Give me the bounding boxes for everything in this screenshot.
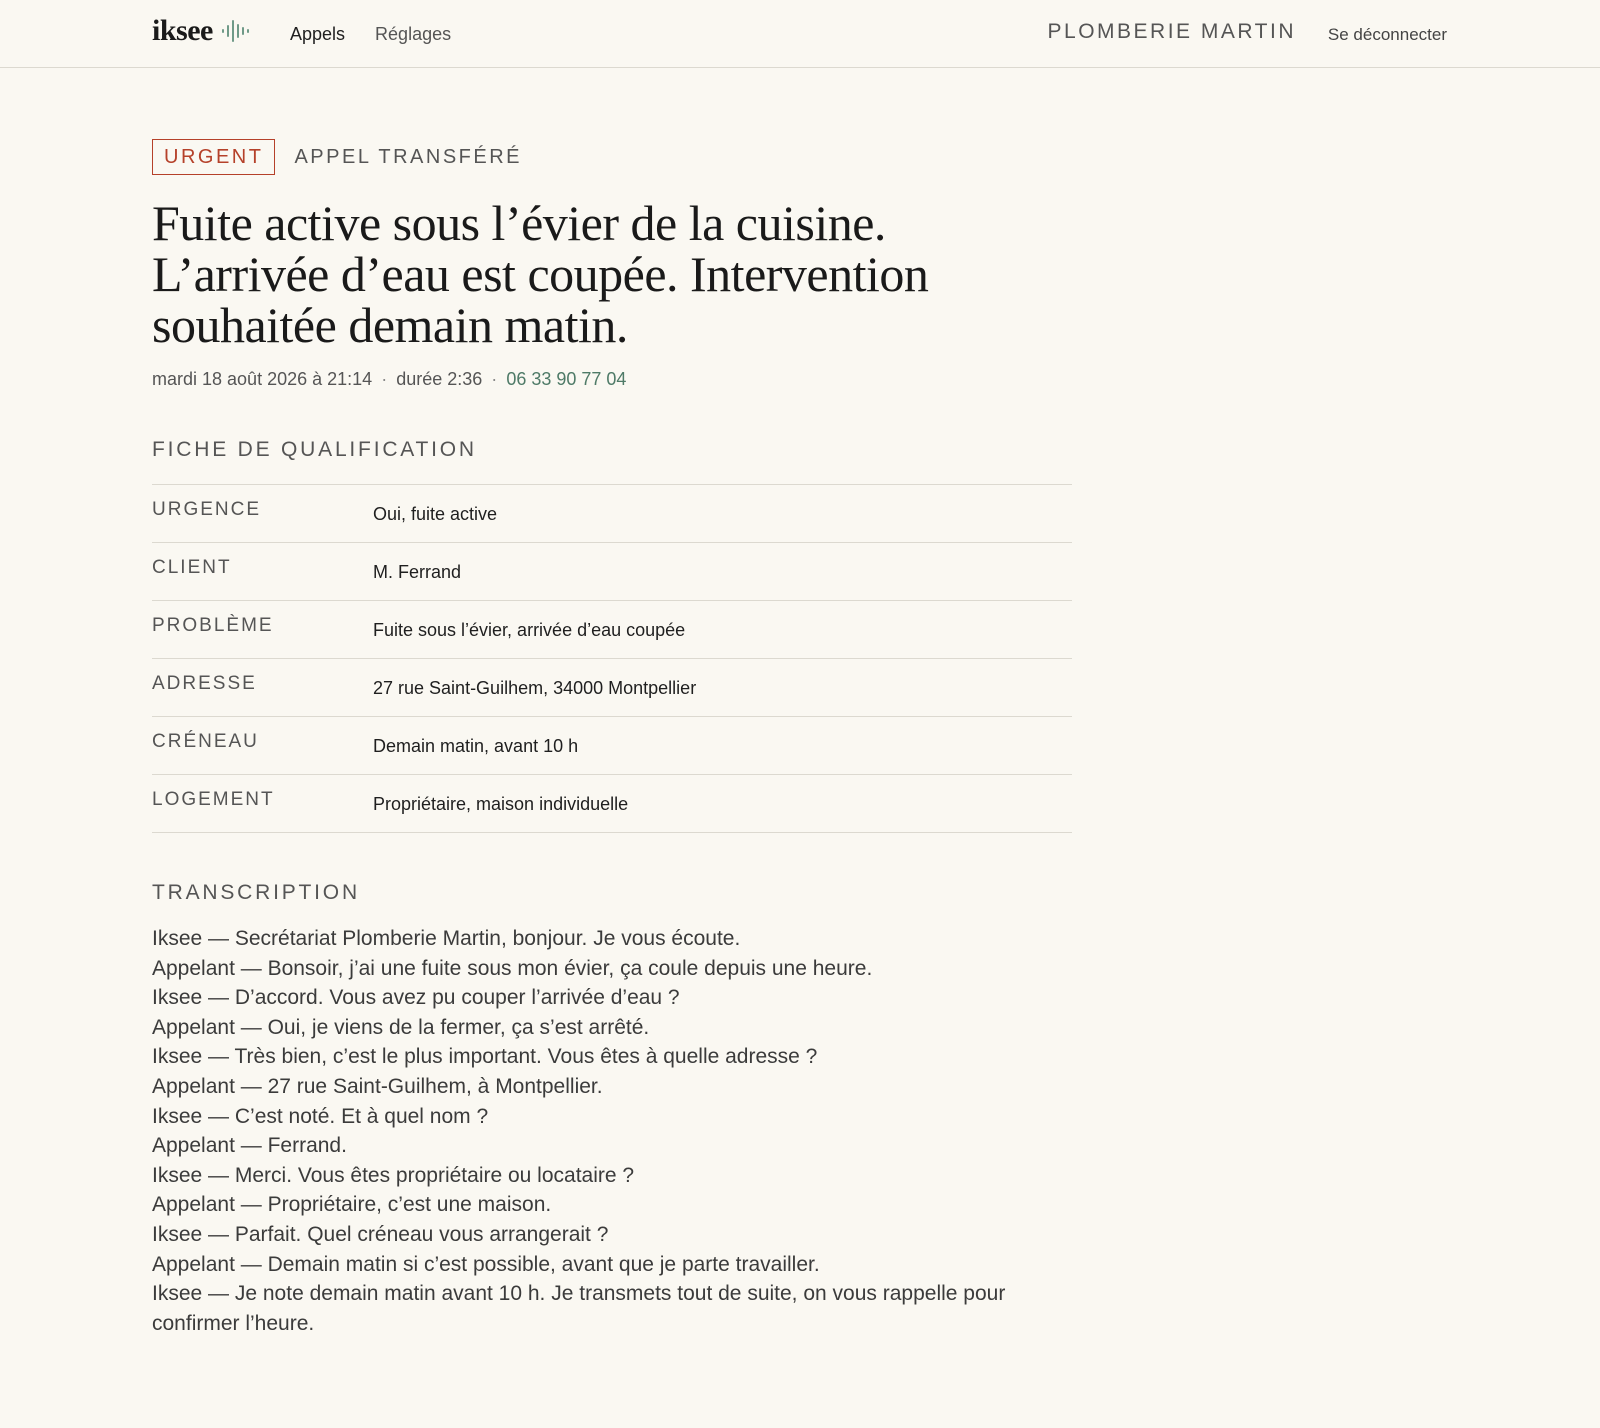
company-name: PLOMBERIE MARTIN [1047, 20, 1296, 43]
qualification-label: PROBLÈME [152, 615, 274, 636]
transcript-line: Iksee — C’est noté. Et à quel nom ? [152, 1104, 489, 1128]
qualification-label: URGENCE [152, 499, 262, 520]
qualification-value: Fuite sous l’évier, arrivée d’eau coupée [373, 620, 686, 640]
meta-separator: · [381, 369, 388, 389]
qualification-value: Propriétaire, maison individuelle [373, 794, 629, 814]
qualification-title: FICHE DE QUALIFICATION [152, 438, 477, 461]
urgent-badge: URGENT [152, 139, 275, 175]
waveform-icon [221, 19, 251, 48]
status-badge: APPEL TRANSFÉRÉ [294, 145, 523, 168]
qualification-label: ADRESSE [152, 673, 257, 694]
transcript-line: Iksee — Parfait. Quel créneau vous arrangerait ? [152, 1222, 609, 1246]
qualification-row-creneau [152, 717, 1072, 775]
qualification-value: Oui, fuite active [373, 504, 498, 524]
qualification-label: CRÉNEAU [152, 731, 259, 752]
call-duration: durée 2:36 [396, 369, 483, 389]
nav-item-reglages[interactable]: Réglages [375, 24, 452, 44]
transcript-line: Appelant — Demain matin si c’est possible, avant que je parte travailler. [152, 1252, 820, 1276]
qualification-row-probleme [152, 601, 1072, 659]
transcript-line: Appelant — 27 rue Saint-Guilhem, à Montpellier. [152, 1074, 603, 1098]
transcript-line: Appelant — Oui, je viens de la fermer, ça s’est arrêté. [152, 1015, 650, 1039]
transcript-line: Appelant — Propriétaire, c’est une maison. [152, 1193, 552, 1217]
qualification-value: 27 rue Saint-Guilhem, 34000 Montpellier [373, 678, 697, 698]
call-detail [152, 138, 1072, 1338]
qualification-row-urgence [152, 485, 1072, 543]
logo-text: iksee [152, 14, 213, 47]
logout-link[interactable]: Se déconnecter [1327, 25, 1447, 44]
call-summary-headline: Fuite active sous l’évier de la cuisine. L’arrivée d’eau est coupée. Intervention souhaitée demain matin. [152, 195, 929, 353]
meta-separator: · [491, 369, 498, 389]
qualification-row-logement [152, 775, 1072, 833]
qualification-label: CLIENT [152, 557, 232, 578]
top-bar [0, 0, 1600, 68]
transcript-line: Iksee — D’accord. Vous avez pu couper l’arrivée d’eau ? [152, 986, 680, 1010]
call-meta [152, 369, 1072, 390]
transcript-line: Iksee — Je note demain matin avant 10 h. Je transmets tout de suite, on vous rappelle pour confirmer l’heure. [152, 1282, 1006, 1335]
transcript-title: TRANSCRIPTION [152, 881, 360, 904]
qualification-row-client [152, 543, 1072, 601]
call-badges [152, 138, 1072, 176]
transcript-line: Iksee — Merci. Vous êtes propriétaire ou locataire ? [152, 1163, 635, 1187]
logo[interactable] [152, 14, 251, 48]
transcript-line: Iksee — Très bien, c’est le plus important. Vous êtes à quelle adresse ? [152, 1045, 818, 1069]
transcript-line: Appelant — Bonsoir, j’ai une fuite sous mon évier, ça coule depuis une heure. [152, 956, 873, 980]
call-date: mardi 18 août 2026 à 21:14 [152, 369, 373, 389]
transcript-line: Appelant — Ferrand. [152, 1134, 347, 1158]
main-nav [290, 24, 451, 45]
qualification-label: LOGEMENT [152, 789, 275, 810]
nav-item-appels[interactable]: Appels [290, 24, 346, 44]
qualification-table [152, 484, 1072, 833]
transcript-line: Iksee — Secrétariat Plomberie Martin, bonjour. Je vous écoute. [152, 927, 741, 950]
transcript [152, 924, 1052, 1338]
qualification-row-adresse [152, 659, 1072, 717]
qualification-value: Demain matin, avant 10 h [373, 736, 579, 756]
qualification-value: M. Ferrand [373, 562, 462, 582]
caller-phone-link[interactable]: 06 33 90 77 04 [506, 369, 627, 389]
